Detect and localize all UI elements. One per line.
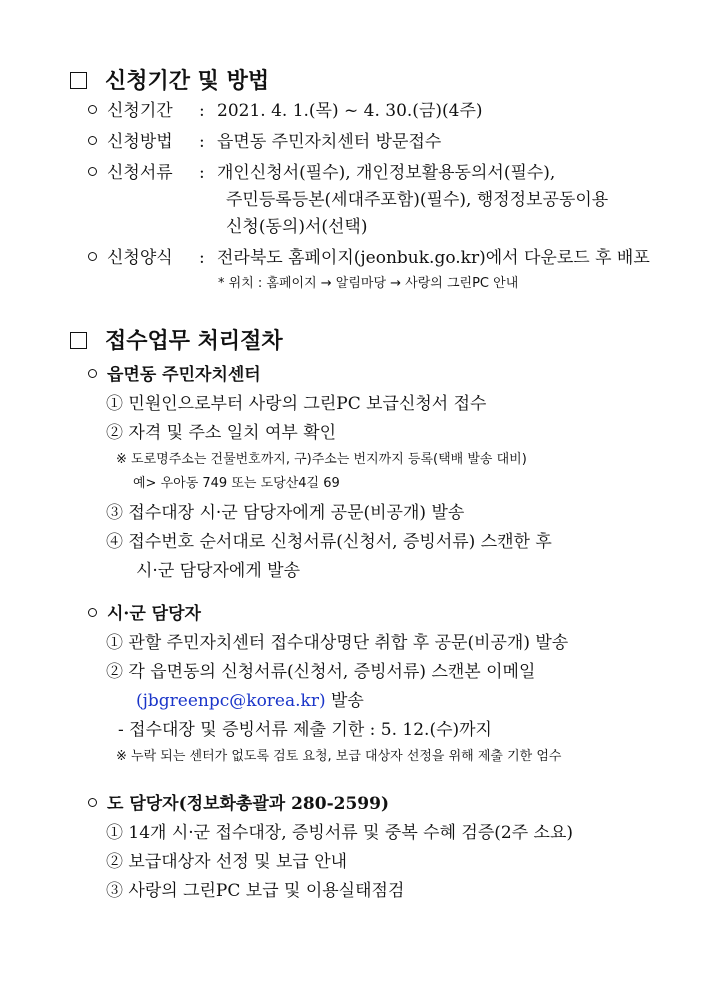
group-heading bbox=[88, 793, 389, 815]
step-item: ③ 접수대장 시·군 담당자에게 공문(비공개) 발송 bbox=[106, 503, 465, 523]
list-item bbox=[88, 162, 555, 184]
email-tail: 발송 bbox=[325, 691, 364, 711]
item-label: 신청서류 bbox=[107, 163, 173, 183]
section2-heading bbox=[70, 327, 283, 355]
item-value-continued: 신청(동의)서(선택) bbox=[226, 217, 368, 237]
list-item bbox=[88, 100, 483, 122]
item-value: 개인신청서(필수), 개인정보활용동의서(필수), bbox=[217, 163, 556, 183]
group-title: 도 담당자(정보화총괄과 280-2599) bbox=[107, 794, 389, 814]
section1-title: 신청기간 및 방법 bbox=[105, 68, 270, 94]
item-label: 신청방법 bbox=[107, 132, 173, 152]
email-line bbox=[136, 690, 364, 712]
step-item: ③ 사랑의 그린PC 보급 및 이용실태점검 bbox=[106, 881, 405, 901]
item-value-continued: 주민등록등본(세대주포함)(필수), 행정정보공동이용 bbox=[226, 190, 609, 210]
item-value: 2021. 4. 1.(목) ~ 4. 30.(금)(4주) bbox=[217, 101, 483, 121]
group-heading bbox=[88, 364, 261, 386]
colon: : bbox=[199, 248, 205, 268]
bullet-circle-icon bbox=[88, 252, 97, 261]
bullet-circle-icon bbox=[88, 167, 97, 176]
bullet-circle-icon bbox=[88, 136, 97, 145]
group-heading bbox=[88, 603, 201, 625]
deadline-note: ※ 누락 되는 센터가 없도록 검토 요청, 보급 대상자 선정을 위해 제출 기한 엄수 bbox=[116, 749, 562, 764]
section1-heading bbox=[70, 67, 269, 95]
item-value: 읍면동 주민자치센터 방문접수 bbox=[217, 132, 442, 152]
bullet-circle-icon bbox=[88, 369, 97, 378]
colon: : bbox=[199, 132, 205, 152]
bullet-circle-icon bbox=[88, 105, 97, 114]
address-example: 예> 우아동 749 또는 도당산4길 69 bbox=[133, 476, 340, 491]
checkbox-square-icon bbox=[70, 332, 87, 349]
deadline-line: - 접수대장 및 증빙서류 제출 기한 : 5. 12.(수)까지 bbox=[118, 720, 492, 740]
step-item: ② 보급대상자 선정 및 보급 안내 bbox=[106, 852, 348, 872]
address-note: ※ 도로명주소는 건물번호까지, 구)주소는 번지까지 등록(택배 발송 대비) bbox=[116, 452, 527, 467]
step-item: ① 14개 시·군 접수대장, 증빙서류 및 중복 수혜 검증(2주 소요) bbox=[106, 823, 574, 843]
step-item: ④ 접수번호 순서대로 신청서류(신청서, 증빙서류) 스캔한 후 bbox=[106, 532, 552, 552]
item-label: 신청양식 bbox=[107, 248, 173, 268]
section2-title: 접수업무 처리절차 bbox=[105, 328, 283, 354]
step-item: ① 관할 주민자치센터 접수대상명단 취합 후 공문(비공개) 발송 bbox=[106, 633, 569, 653]
group-title: 시·군 담당자 bbox=[107, 604, 201, 624]
bullet-circle-icon bbox=[88, 798, 97, 807]
list-item bbox=[88, 131, 441, 153]
email-link[interactable]: (jbgreenpc@korea.kr) bbox=[136, 691, 326, 711]
step-item: ② 각 읍면동의 신청서류(신청서, 증빙서류) 스캔본 이메일 bbox=[106, 662, 536, 682]
colon: : bbox=[199, 101, 205, 121]
bullet-circle-icon bbox=[88, 608, 97, 617]
step-item-continued: 시·군 담당자에게 발송 bbox=[136, 561, 301, 581]
location-note: * 위치 : 홈페이지 → 알림마당 → 사랑의 그린PC 안내 bbox=[218, 276, 519, 291]
item-value: 전라북도 홈페이지(jeonbuk.go.kr)에서 다운로드 후 배포 bbox=[217, 248, 650, 268]
step-item: ① 민원인으로부터 사랑의 그린PC 보급신청서 접수 bbox=[106, 394, 487, 414]
group-title: 읍면동 주민자치센터 bbox=[107, 365, 261, 385]
checkbox-square-icon bbox=[70, 72, 87, 89]
item-label: 신청기간 bbox=[107, 101, 173, 121]
colon: : bbox=[199, 163, 205, 183]
list-item bbox=[88, 247, 650, 269]
step-item: ② 자격 및 주소 일치 여부 확인 bbox=[106, 423, 337, 443]
